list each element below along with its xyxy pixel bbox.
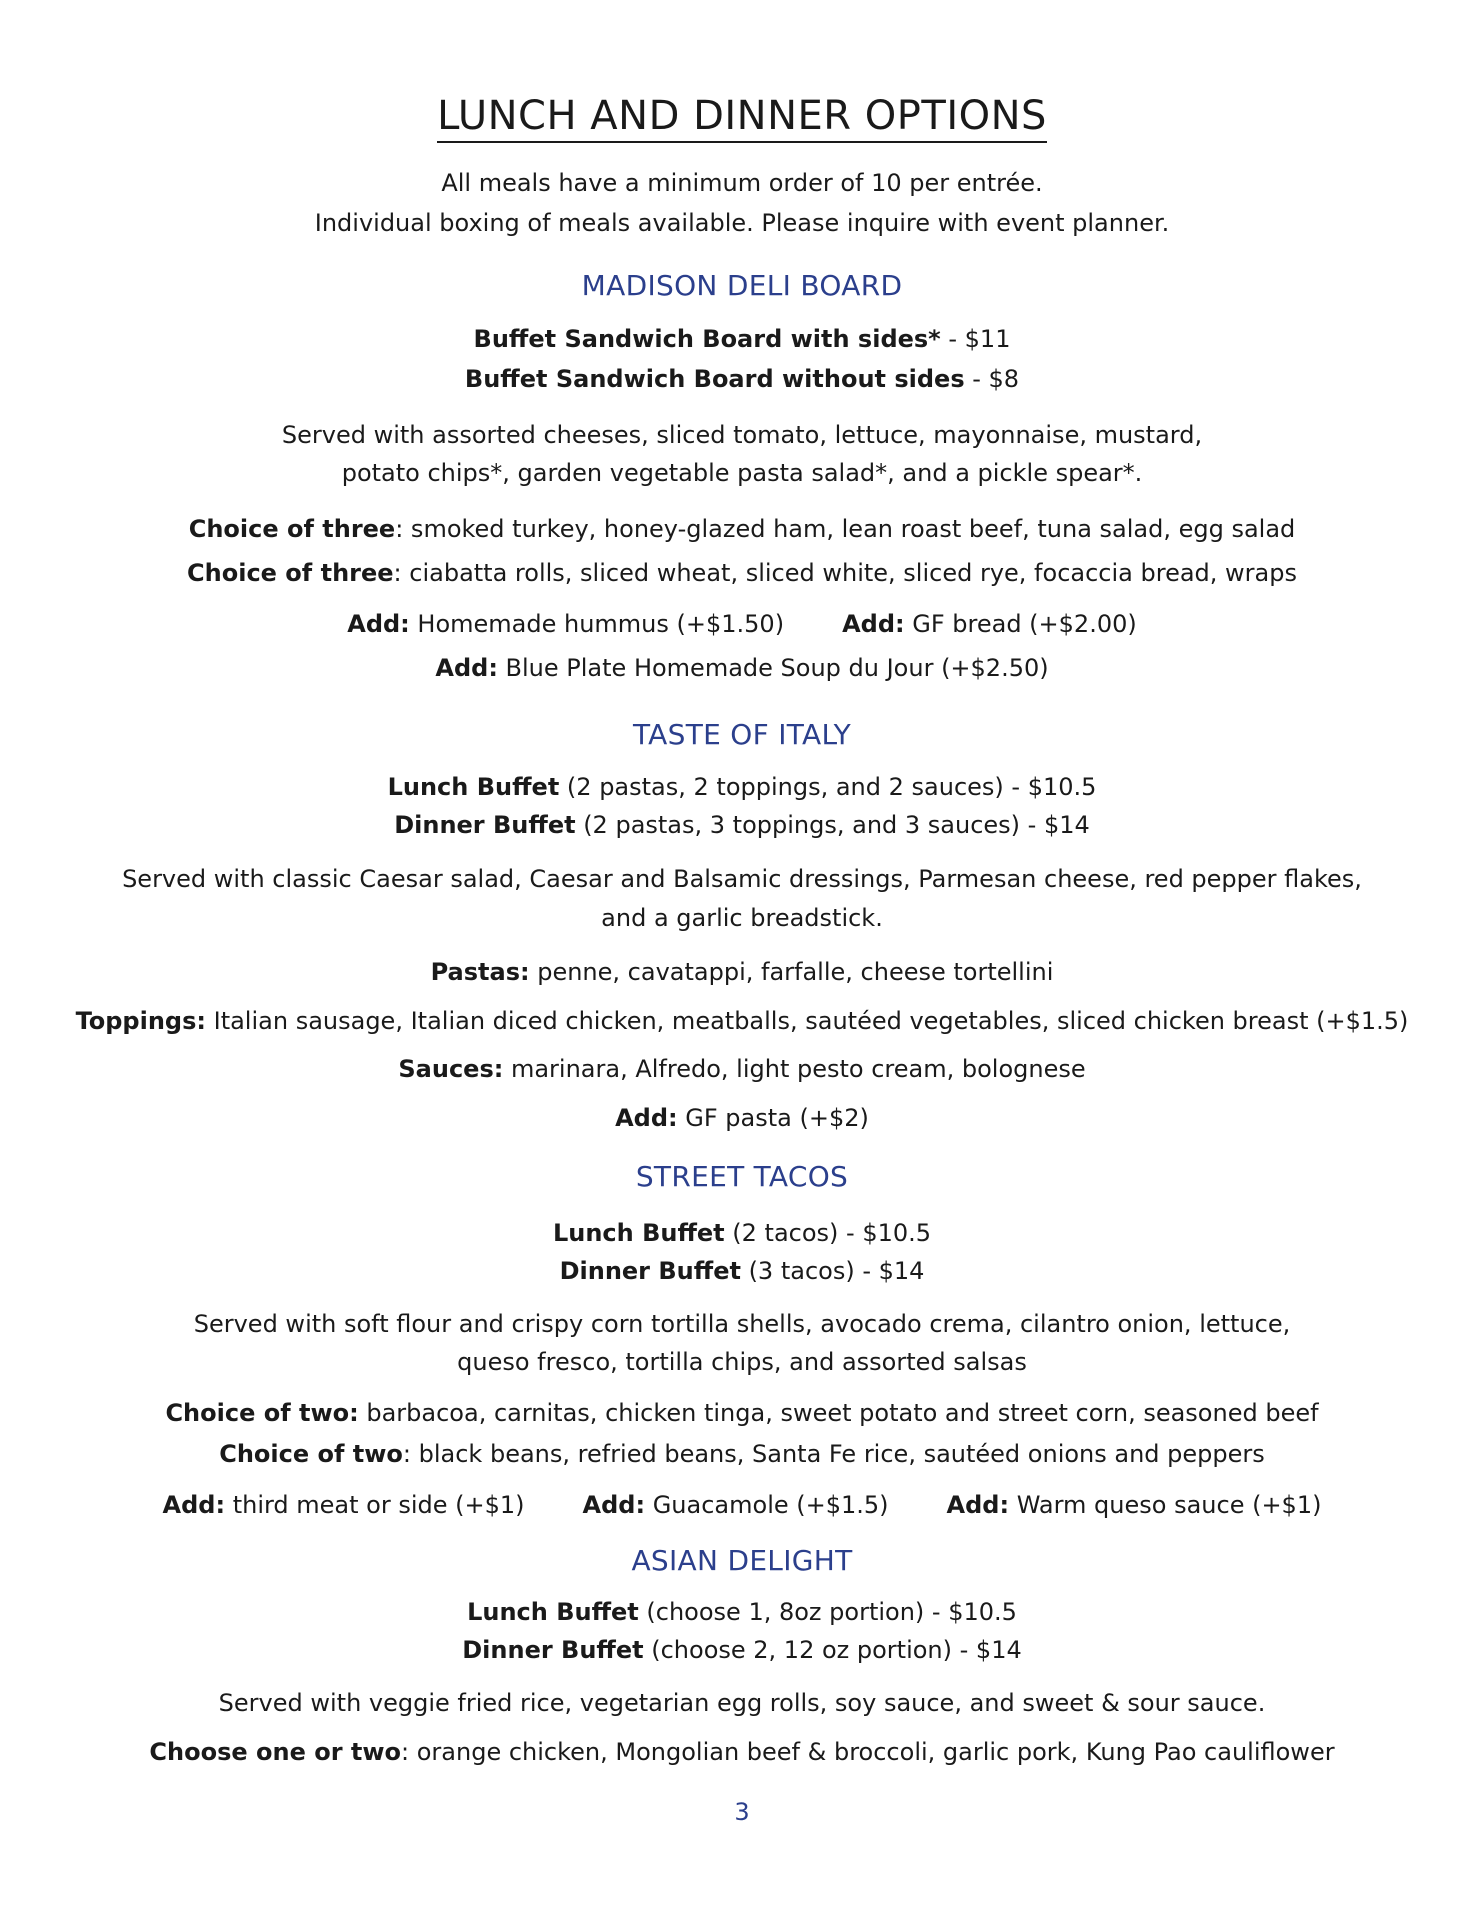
section-heading-italy: TASTE OF ITALY xyxy=(632,718,852,751)
italy-served-line-1: Served with classic Caesar salad, Caesar and Balsamic dressings, Parmesan cheese, red pepper flakes, xyxy=(122,865,1362,893)
deli-choice-breads: Choice of three: ciabatta rolls, sliced wheat, sliced white, sliced rye, focaccia bread, wraps xyxy=(187,559,1297,587)
italy-dinner-buffet: Dinner Buffet (2 pastas, 3 toppings, and 3 sauces) - $14 xyxy=(394,811,1090,839)
deli-option-with-sides: Buffet Sandwich Board with sides* - $11 xyxy=(473,325,1011,353)
asian-choose: Choose one or two: orange chicken, Mongolian beef & broccoli, garlic pork, Kung Pao cauliflower xyxy=(149,1738,1335,1766)
tacos-served-line-1: Served with soft flour and crispy corn tortilla shells, avocado crema, cilantro onion, lettuce, xyxy=(193,1310,1291,1338)
tacos-dinner-buffet: Dinner Buffet (3 tacos) - $14 xyxy=(559,1257,925,1285)
intro-line-2: Individual boxing of meals available. Please inquire with event planner. xyxy=(314,209,1170,237)
section-heading-tacos: STREET TACOS xyxy=(635,1160,849,1193)
page-title: LUNCH AND DINNER OPTIONS xyxy=(0,88,1484,144)
deli-addon-soup: Add: Blue Plate Homemade Soup du Jour (+$2.50) xyxy=(435,654,1049,682)
tacos-lunch-buffet: Lunch Buffet (2 tacos) - $10.5 xyxy=(552,1219,932,1247)
tacos-addons-row: Add: third meat or side (+$1) Add: Guacamole (+$1.5) Add: Warm queso sauce (+$1) xyxy=(162,1491,1322,1519)
italy-sauces: Sauces: marinara, Alfredo, light pesto cream, bolognese xyxy=(398,1055,1086,1083)
deli-option-without-sides: Buffet Sandwich Board without sides - $8 xyxy=(464,365,1020,393)
italy-lunch-buffet: Lunch Buffet (2 pastas, 2 toppings, and 2 sauces) - $10.5 xyxy=(387,773,1097,801)
asian-dinner-buffet: Dinner Buffet (choose 2, 12 oz portion) - $14 xyxy=(462,1636,1022,1664)
italy-pastas: Pastas: penne, cavatappi, farfalle, cheese tortellini xyxy=(430,958,1054,986)
asian-served: Served with veggie fried rice, vegetarian egg rolls, soy sauce, and sweet & sour sauce. xyxy=(218,1689,1266,1717)
asian-lunch-buffet: Lunch Buffet (choose 1, 8oz portion) - $10.5 xyxy=(467,1598,1017,1626)
deli-addons-row: Add: Homemade hummus (+$1.50) Add: GF bread (+$2.00) xyxy=(347,610,1137,638)
deli-served-line-2: potato chips*, garden vegetable pasta salad*, and a pickle spear*. xyxy=(341,459,1143,487)
intro-line-1: All meals have a minimum order of 10 per entrée. xyxy=(441,169,1043,197)
italy-served-line-2: and a garlic breadstick. xyxy=(601,904,883,932)
page-number: 3 xyxy=(734,1798,750,1826)
italy-toppings: Toppings: Italian sausage, Italian diced chicken, meatballs, sautéed vegetables, sliced chicken breast (+$1.5) xyxy=(75,1007,1409,1035)
italy-addon-gf-pasta: Add: GF pasta (+$2) xyxy=(615,1104,869,1132)
tacos-choice-proteins: Choice of two: barbacoa, carnitas, chicken tinga, sweet potato and street corn, seasoned beef xyxy=(165,1399,1319,1427)
tacos-served-line-2: queso fresco, tortilla chips, and assorted salsas xyxy=(457,1348,1027,1376)
deli-served-line-1: Served with assorted cheeses, sliced tomato, lettuce, mayonnaise, mustard, xyxy=(281,421,1203,449)
section-heading-asian: ASIAN DELIGHT xyxy=(631,1544,853,1577)
deli-choice-proteins: Choice of three: smoked turkey, honey-glazed ham, lean roast beef, tuna salad, egg salad xyxy=(188,515,1296,543)
section-heading-deli: MADISON DELI BOARD xyxy=(581,269,903,302)
tacos-choice-sides: Choice of two: black beans, refried beans, Santa Fe rice, sautéed onions and peppers xyxy=(219,1440,1265,1468)
